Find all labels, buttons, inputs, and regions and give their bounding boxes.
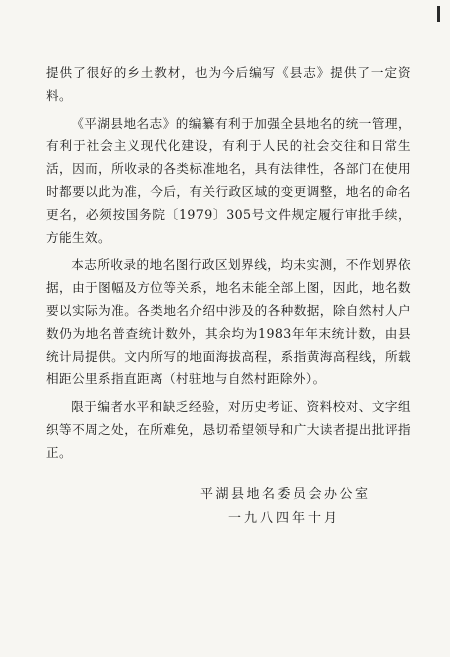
signature-organization: 平湖县地名委员会办公室 (200, 487, 371, 502)
paragraph-data-notes: 本志所收录的地名图行政区划界线，均未实测，不作划界依据，由于图幅及方位等关系，地名未能全部上图，因此，地名数要以实际为准。各类地名介绍中涉及的各种数据，除自然村人户数仍为地名普查统计数外，其余均为1983年年末统计数，由县统计局提供。文内所写的地面海拔高程，系指黄海高程线，所载相距公里系指直距离（村驻地与自然村距除外）。 (46, 257, 411, 387)
body-text (46, 62, 411, 470)
paragraph-closing: 限于编者水平和缺乏经验，对历史考证、资料校对、文字组织等不周之处，在所难免，恳切希望领导和广大读者提出批评指正。 (46, 399, 411, 460)
edge-mark (437, 6, 440, 22)
paragraph-continuation: 提供了很好的乡土教材，也为今后编写《县志》提供了一定资料。 (46, 65, 411, 103)
paragraph-management: 《平湖县地名志》的编纂有利于加强全县地名的统一管理，有利于社会主义现代化建设，有利于人民的社会交往和日常生活，因而，所收录的各类标准地名，具有法律性，各部门在使用时都要以此为准，今后，有关行政区域的变更调整，地名的命名更名，必须按国务院〔1979〕305号文件规定履行审批手续，方能生效。 (46, 115, 411, 245)
signature-date: 一九八四年十月 (228, 511, 341, 526)
signature-block (200, 483, 410, 531)
